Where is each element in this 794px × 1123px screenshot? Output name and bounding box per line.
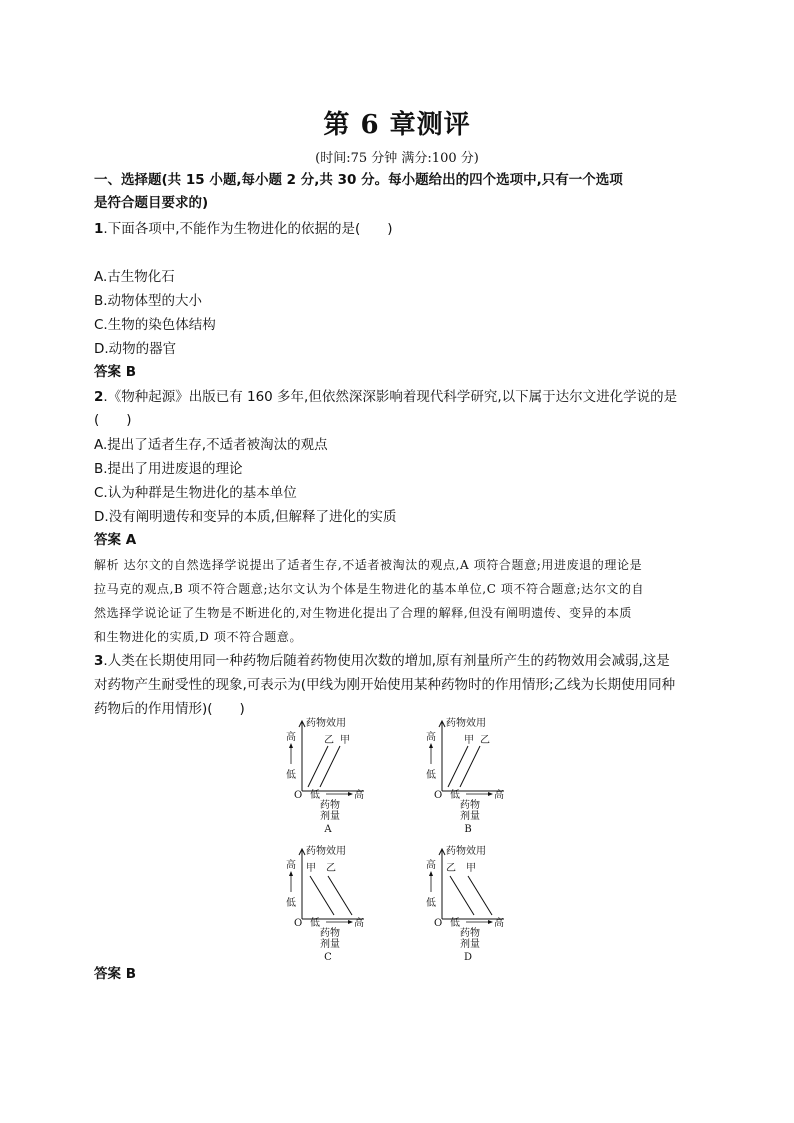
origin-label: O (434, 790, 443, 801)
curve-right-label: 甲 (466, 863, 476, 874)
x-high-label: 高 (494, 790, 504, 801)
curve-right-label: 甲 (340, 735, 350, 746)
x-direction-arrow (348, 920, 353, 924)
question-1-option-d: D.动物的器官 (94, 341, 177, 357)
x-direction-arrow (488, 920, 493, 924)
curve-left-label: 甲 (464, 735, 474, 746)
question-number: 2 (94, 389, 104, 405)
x-axis-title: 剂量 (460, 939, 480, 950)
y-high-label: 高 (286, 860, 296, 871)
figure-c (282, 840, 392, 970)
question-text: .下面各项中,不能作为生物进化的依据的是( ) (103, 221, 393, 237)
y-axis-title: 药物效用 (446, 846, 486, 857)
question-2-explanation-line: 拉马克的观点,B 项不符合题意;达尔文认为个体是生物进化的基本单位,C 项不符合题意;达尔文的自 (94, 582, 645, 596)
figure-d (422, 840, 532, 970)
y-high-label: 高 (426, 732, 436, 743)
x-direction-arrow (488, 792, 493, 796)
y-direction-arrow (289, 743, 293, 748)
question-1-answer: 答案 B (94, 364, 136, 380)
figure-option-label: B (464, 824, 472, 835)
question-number: 1 (94, 221, 104, 237)
y-direction-arrow (429, 871, 433, 876)
x-high-label: 高 (494, 918, 504, 929)
question-2-option-c: C.认为种群是生物进化的基本单位 (94, 485, 297, 501)
y-low-label: 低 (426, 770, 436, 781)
section-heading: 一、选择题(共 15 小题,每小题 2 分,共 30 分。每小题给出的四个选项中,只有一个选项 (94, 172, 623, 188)
curve-left (448, 746, 468, 787)
exam-info: (时间:75 分钟 满分:100 分) (315, 151, 479, 166)
y-low-label: 低 (426, 898, 436, 909)
question-2-explanation-line: 和生物进化的实质,D 项不符合题意。 (94, 630, 303, 644)
figure-b (422, 712, 532, 842)
section-heading-cont: 是符合题目要求的) (94, 195, 209, 211)
question-3-answer: 答案 B (94, 966, 136, 982)
figure-graph (422, 712, 532, 842)
question-2-answer: 答案 A (94, 532, 137, 548)
x-axis-title: 剂量 (320, 939, 340, 950)
question-text: .人类在长期使用同一种药物后随着药物使用次数的增加,原有剂量所产生的药物效用会减弱,这是 (103, 653, 670, 669)
y-high-label: 高 (286, 732, 296, 743)
x-direction-arrow (348, 792, 353, 796)
question-1-option-c: C.生物的染色体结构 (94, 317, 216, 333)
x-high-label: 高 (354, 918, 364, 929)
figure-graph (282, 840, 392, 970)
y-direction-arrow (289, 871, 293, 876)
curve-left (310, 876, 334, 915)
x-low-label: 低 (310, 918, 320, 929)
question-2-option-d: D.没有阐明遗传和变异的本质,但解释了进化的实质 (94, 509, 397, 525)
curve-right (320, 746, 340, 787)
question-2-explanation-line: 解析 达尔文的自然选择学说提出了适者生存,不适者被淘汰的观点,A 项符合题意;用进废退的理论是 (94, 558, 643, 572)
y-low-label: 低 (286, 770, 296, 781)
question-3-stem (94, 651, 704, 671)
y-axis-title: 药物效用 (446, 718, 486, 729)
page-title: 第 6 章测评 (323, 110, 471, 140)
question-number: 3 (94, 653, 104, 669)
x-axis-title: 药物 (460, 800, 480, 811)
curve-right (468, 876, 492, 915)
question-1-option-a: A.古生物化石 (94, 269, 175, 285)
curve-left (450, 876, 474, 915)
figure-option-label: C (324, 952, 332, 963)
question-text: .《物种起源》出版已有 160 多年,但依然深深影响着现代科学研究,以下属于达尔文进化学说的是 (103, 389, 678, 405)
curve-left-label: 乙 (446, 863, 456, 874)
curve-right-label: 乙 (480, 735, 490, 746)
y-direction-arrow (429, 743, 433, 748)
curve-right (460, 746, 480, 787)
question-2-option-b: B.提出了用进废退的理论 (94, 461, 243, 477)
curve-left-label: 甲 (306, 863, 316, 874)
question-1-option-b: B.动物体型的大小 (94, 293, 203, 309)
x-axis-title: 剂量 (460, 811, 480, 822)
y-high-label: 高 (426, 860, 436, 871)
x-low-label: 低 (310, 790, 320, 801)
x-axis-title: 剂量 (320, 811, 340, 822)
question-2-explanation-line: 然选择学说论证了生物是不断进化的,对生物进化提出了合理的解释,但没有阐明遗传、变异的本质 (94, 606, 633, 620)
figure-graph (282, 712, 392, 842)
figure-option-label: A (324, 824, 332, 835)
curve-left-label: 乙 (324, 735, 334, 746)
x-axis-title: 药物 (320, 928, 340, 939)
curve-right-label: 乙 (326, 863, 336, 874)
curve-right (328, 876, 352, 915)
question-2-stem-cont: ( ) (94, 412, 132, 428)
x-low-label: 低 (450, 918, 460, 929)
question-2-option-a: A.提出了适者生存,不适者被淘汰的观点 (94, 437, 328, 453)
x-high-label: 高 (354, 790, 364, 801)
y-low-label: 低 (286, 898, 296, 909)
x-axis-title: 药物 (460, 928, 480, 939)
y-axis-title: 药物效用 (306, 718, 346, 729)
y-axis-title: 药物效用 (306, 846, 346, 857)
x-axis-title: 药物 (320, 800, 340, 811)
origin-label: O (294, 918, 303, 929)
x-low-label: 低 (450, 790, 460, 801)
origin-label: O (294, 790, 303, 801)
question-2-stem (94, 387, 704, 407)
origin-label: O (434, 918, 443, 929)
question-3-stem-cont: 药物后的作用情形)( ) (94, 701, 245, 717)
figure-option-label: D (463, 952, 473, 963)
question-3-stem-cont: 对药物产生耐受性的现象,可表示为(甲线为刚开始使用某种药物时的作用情形;乙线为长期使用同种 (94, 677, 676, 693)
question-1-stem (94, 219, 704, 239)
figure-graph (422, 840, 532, 970)
curve-left (308, 746, 328, 787)
figure-a (282, 712, 392, 842)
